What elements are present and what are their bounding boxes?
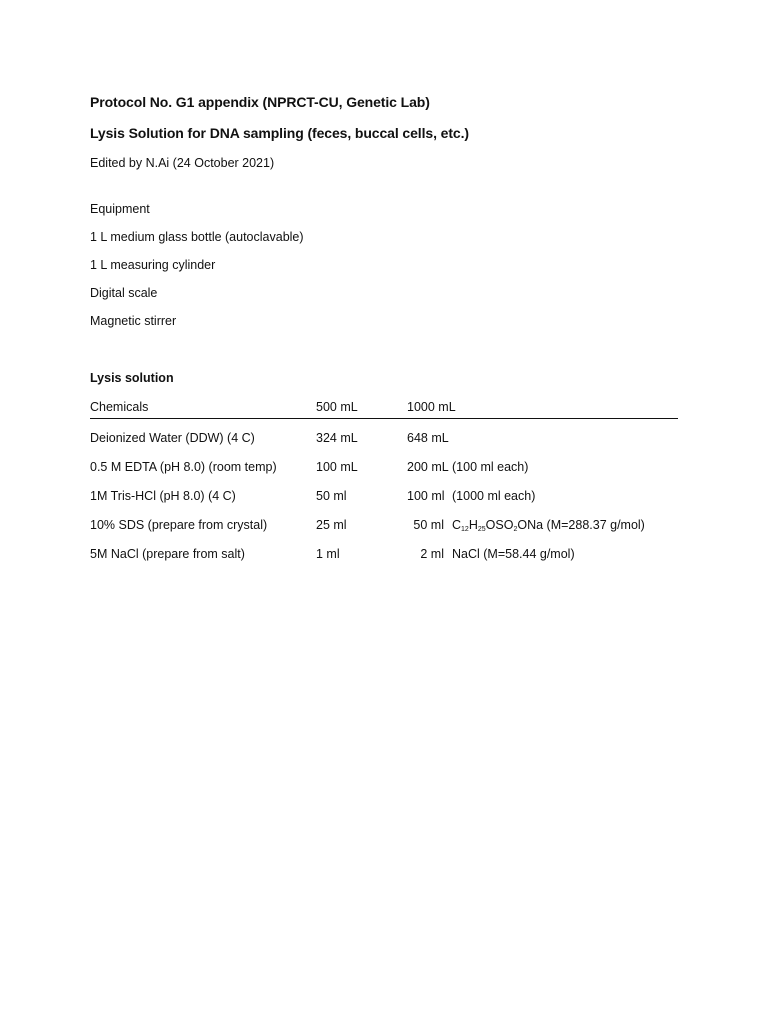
column-header-1000ml: 1000 mL xyxy=(407,400,456,414)
row-chemical: 0.5 M EDTA (pH 8.0) (room temp) xyxy=(90,460,277,474)
row-1000ml: 100 ml xyxy=(407,489,445,503)
equipment-item: 1 L medium glass bottle (autoclavable) xyxy=(90,230,304,244)
row-1000ml: 648 mL xyxy=(407,431,449,445)
equipment-item: Magnetic stirrer xyxy=(90,314,177,328)
row-note: (100 ml each) xyxy=(452,460,529,474)
formula-oso: OSO xyxy=(485,518,514,532)
row-1000ml: 200 mL xyxy=(407,460,449,474)
formula-h-subscript: 25 xyxy=(477,526,486,533)
row-500ml: 100 mL xyxy=(316,460,358,474)
lysis-heading: Lysis solution xyxy=(90,371,174,385)
equipment-item: Digital scale xyxy=(90,286,158,300)
row-note: (1000 ml each) xyxy=(452,489,536,503)
row-500ml: 1 ml xyxy=(316,547,340,561)
row-chemical: Deionized Water (DDW) (4 C) xyxy=(90,431,255,445)
formula-c-subscript: 12 xyxy=(461,526,469,533)
formula-tail: ONa (M=288.37 g/mol) xyxy=(517,518,645,532)
row-1000ml: 50 ml xyxy=(413,518,444,532)
document-title: Protocol No. G1 appendix (NPRCT-CU, Genetic Lab) xyxy=(90,94,430,110)
formula-h: H xyxy=(468,518,478,532)
equipment-heading: Equipment xyxy=(90,202,150,216)
row-note: NaCl (M=58.44 g/mol) xyxy=(452,547,575,561)
column-header-500ml: 500 mL xyxy=(316,400,358,414)
document-subtitle: Lysis Solution for DNA sampling (feces, buccal cells, etc.) xyxy=(90,125,469,141)
column-header-chemicals: Chemicals xyxy=(90,400,149,414)
row-500ml: 324 mL xyxy=(316,431,358,445)
row-1000ml: 2 ml xyxy=(420,547,444,561)
row-500ml: 50 ml xyxy=(316,489,347,503)
row-chemical: 5M NaCl (prepare from salt) xyxy=(90,547,245,561)
formula-oso-subscript: 2 xyxy=(513,526,518,533)
row-chemical: 1M Tris-HCl (pH 8.0) (4 C) xyxy=(90,489,236,503)
edited-by-line: Edited by N.Ai (24 October 2021) xyxy=(90,156,275,170)
table-header-rule xyxy=(90,418,678,419)
row-500ml: 25 ml xyxy=(316,518,347,532)
row-chemical: 10% SDS (prepare from crystal) xyxy=(90,518,268,532)
row-note-formula xyxy=(452,518,645,532)
equipment-item: 1 L measuring cylinder xyxy=(90,258,216,272)
formula-c: C xyxy=(452,518,462,532)
